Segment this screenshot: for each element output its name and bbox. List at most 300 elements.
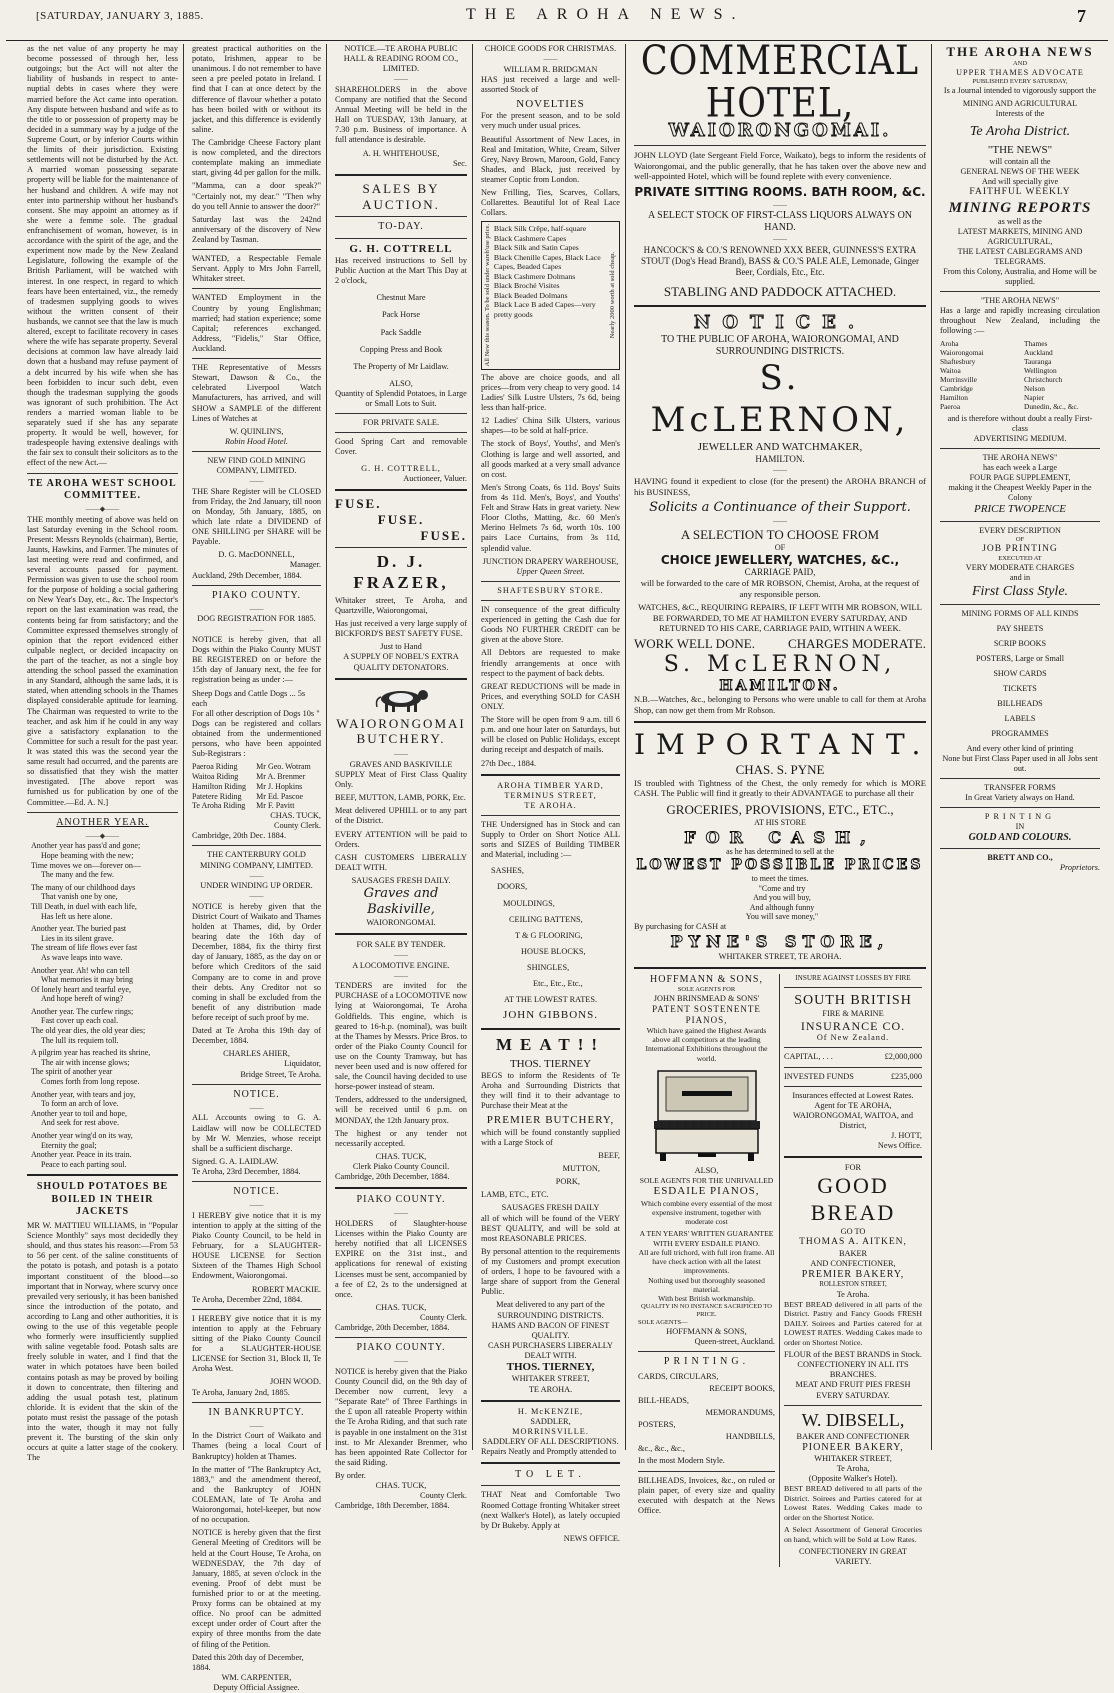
to-let-body: THAT Neat and Comfortable Two Roomed Cottage fronting Whitaker street (next Walker's Hotel), as lately occupied by Dr Bukeby. Apply at	[481, 1490, 620, 1530]
hoffmann-address: Queen-street, Auckland.	[694, 1337, 775, 1347]
poem-line: A pilgrim year has reached its shrine,	[31, 1048, 151, 1058]
bread-trade: BAKER	[838, 1248, 868, 1258]
meat-item: PORK,	[555, 1177, 580, 1187]
piako-rate-title: PIAKO COUNTY.	[356, 1342, 446, 1354]
printing-item: HANDBILLS,	[725, 1432, 775, 1442]
meat-item: LAMB, ETC., ETC.	[481, 1190, 549, 1200]
butchery-cash: CASH CUSTOMERS LIBERALLY DEALT WITH.	[335, 852, 467, 872]
aroha-news-will: will contain all the	[989, 157, 1051, 167]
timber-item: DOORS,	[497, 882, 528, 892]
column-3: NOTICE.—TE AROHA PUBLIC HALL & READING ROOM CO., LIMITED. —— SHAREHOLDERS in the above Company are notified that the Second Annual Meeting will be held in the Hall on TUESDAY, 13th January, at 7.30 p.m. Business of importance. A full attendance is desirable. A. H. WHITEHOUSE, Sec. SALES BY AUCTION. TO-DAY. G. H. COTTRELL Has received instructions to Sell by Public Auction at the Mart This Day at 2 o'clock, Chestnut Mare Pack Horse Pack Saddle Copping Press and Book The Property of Mr Laidlaw. ALSO, Quantity of Splendid Potatoes, in Large or Small Lots to Suit. FOR PRIVATE SALE. Good Spring Cart and removable Cover. G. H. COTTRELL, Auctioneer, Valuer. FUSE. FUSE. FUSE. D. J. FRAZER, Whitaker street, Te Aroha, and Quartzville, Waiorongomai, Has just received a very large supply of BICKFORD'S BEST SAFETY FUSE. Just to Hand A SUPPLY OF NOBEL'S EXTRA QUALITY DETONATORS. WAIORONGOMAI BUTCHERY. —— GRAVES AND BASKIVILLE SUPPLY Meat of First Class Quality Only. BEEF, MUTTON, LAMB, PORK, Etc. Meat delivered UPHILL or to any part of the District. EVERY ATTENTION will be paid to Orders. CASH CUSTOMERS LIBERALLY DEALT WITH. SAUSAGES FRESH DAILY. Graves and Baskiville, WAIORONGOMAI. FOR SALE BY TENDER. —— A LOCOMOTIVE ENGINE. —— TENDERS are invited for the PURCHASE of a LOCOMOTIVE now lying at Waiorongomai, Te Aroha Goldfields. This engine, which is geared to 16-h.p. (nominal), was built at the Thames by Messrs. Price Bros. to order of the Piako County Council for use on the County Tramway, but has never been used and is now offered for sale, the Council having decided to use horse-power instead of steam. Tenders, addressed to the undersigned, will be received until 6 p.m. on MONDAY, the 12th January prox. The highest or any tender not necessarily accepted. CHAS. TUCK, Clerk Piako County Council. Cambridge, 20th December, 1884. PIAKO COUNTY. —— HOLDERS of Slaughter-house Licenses within the Piako County are hereby notified that all LICENSES EXPIRE on the 31st inst., and applications for renewal of existing Licenses must be sent, accompanied by a fee of £2, 2s to the undersigned at once. CHAS. TUCK, County Clerk. Cambridge, 20th December, 1884. PIAKO COUNTY. —— NOTICE is hereby given that the Piako County Council did, on the 9th day of December now current, levy a "Separate Rate" of Three Farthings in the £ upon all rateable Property within the Te Aroha Riding, and that such rate is payable in one instalment on the 31st inst. to Mr Alexander Brenmer, who has been appointed Rate Collector for the said Riding. By order. CHAS. TUCK, County Clerk. Cambridge, 18th December, 1884.	[330, 44, 473, 1450]
mclernon-choice: CHOICE JEWELLERY, WATCHES, &C.,	[660, 552, 900, 567]
capes-box-right-label: Nearly 2000 worth at sold cheap.	[609, 252, 617, 339]
aroha-news-title: THE AROHA NEWS	[946, 44, 1094, 59]
butchery-signature: Graves and Baskiville,	[363, 886, 439, 917]
bread-address: ROLLESTON STREET,	[819, 1281, 887, 1289]
hoffmann-body-4: Nothing used but thoroughly seasoned material.	[648, 1275, 765, 1294]
places-right	[1024, 339, 1100, 411]
dog-role: County Clerk.	[273, 821, 321, 831]
aroha-news-district: Te Aroha District.	[969, 123, 1071, 139]
notice-heading: NOTICE.	[693, 311, 867, 333]
meat-delivery: Meat delivered to any part of the SURROUNDING DISTRICTS.	[496, 1300, 605, 1320]
bridgman-body-5: The above are choice goods, and all prices—from very cheap to very good. 14 Ladies' Silk Lustre Ulsters, 7s 6d, being less than half-price.	[481, 372, 620, 413]
notice-1-signature: Signed. G. A. LAIDLAW.	[192, 1156, 279, 1166]
auction-items	[335, 293, 467, 372]
mclernon-of: OF	[774, 542, 786, 552]
pyne-address: WHITAKER STREET, TE AROHA.	[718, 951, 842, 961]
poem-line: Peace to each parting soul.	[41, 1159, 127, 1169]
frazer-supply: A SUPPLY OF NOBEL'S EXTRA QUALITY DETONATORS.	[343, 652, 459, 672]
capes-item: Black Silk and Satin Capes	[493, 243, 579, 253]
auction-item: Copping Press and Book	[359, 344, 443, 354]
hoffmann-patent: PATENT SOSTENENTE PIANOS,	[652, 1004, 761, 1025]
places-left	[940, 339, 1016, 411]
canterbury-body: NOTICE is hereby given that the District Court of Waikato and Thames holden at Thames, did, by Order bearing date the 16th day of December, 1884, fix the thirty first day of January, 1885, as the day on or before which Creditors of the said Company are to come in and prove their debts. Any Creditor not so coming in shall be excluded from the benefit of any distribution made before receipt of such proof by me.	[192, 901, 321, 1023]
place-name: Nelson	[1024, 384, 1045, 394]
printing-item: RECEIPT BOOKS,	[709, 1383, 775, 1393]
aroha-news-cablegrams: THE LATEST CABLEGRAMS AND	[957, 247, 1083, 257]
timber-rates: AT THE LOWEST RATES.	[503, 995, 598, 1005]
mckenzie-body: SADDLERY OF ALL DESCRIPTIONS.	[482, 1437, 619, 1446]
place-name: Tauranga	[1024, 357, 1052, 367]
bridgman-body-3: Beautiful Assortment of New Laces, in Real and Imitation, White, Cream, Silver Grey, Navy Brown, Maroon, Gold, Fancy Shades, and Black, just received by steamer Coptic from London.	[481, 134, 620, 185]
pyne-verse-line: And although funny	[749, 902, 815, 912]
bankruptcy-body-3: NOTICE is hereby given that the first General Meeting of Creditors will be held at the Court House, Te Aroha, on WEDNESDAY, the 7th day of January, 1885, at seven o'clock in the evening. Proof of debt must be furnished prior to or at the meeting. Proxy forms can be obtained at my office. No proof can be admitted except under order of Court after the expiry of three months from the date of filing of the Petition.	[192, 1528, 321, 1649]
hotel-place: WAIORONGOMAI.	[668, 119, 892, 141]
poem-line: Another year to toil and hope,	[31, 1108, 127, 1118]
canterbury-role: Liquidator,	[284, 1059, 321, 1069]
registrar-cell: Mr Geo. Wotram	[256, 762, 311, 772]
public-hall-title: NOTICE.—TE AROHA PUBLIC HALL & READING ROOM CO., LIMITED.	[343, 44, 459, 74]
auction-item: Pack Horse	[381, 310, 421, 320]
premier-butchery: PREMIER BUTCHERY,	[486, 1114, 615, 1127]
poem-line: And hope bereft of wing?	[41, 994, 124, 1004]
auctioneer-signature: G. H. COTTRELL,	[361, 463, 441, 473]
insurance-agent: Agent for TE AROHA, WAIORONGOMAI, WAITOA, and District,	[793, 1100, 913, 1131]
auction-potatoes: Quantity of Splendid Potatoes, in Large or Small Lots to Suit.	[335, 389, 467, 409]
dog-signature: CHAS. TUCK,	[270, 811, 321, 821]
mclernon-solicit: Solicits a Continuance of their Support.	[649, 500, 911, 516]
school-committee-title: TE AROHA WEST SCHOOL COMMITTEE.	[28, 477, 177, 501]
pyne-determined: as he has determined to sell at the	[726, 847, 834, 857]
canterbury-sub: UNDER WINDING UP ORDER.	[200, 881, 313, 891]
public-hall-body: SHAREHOLDERS in the above Company are notified that the Second Annual Meeting will be held in the Hall on TUESDAY, 13th January, at 7.30 p.m. Business of importance. A full attendance is desirable.	[335, 84, 467, 145]
place-name: Shaftesbury	[940, 357, 976, 367]
aroha-news-printing: PRINTING	[984, 812, 1056, 822]
tender-body-2: Tenders, addressed to the undersigned, will be received until 6 p.m. on MONDAY, the 12th January prox.	[335, 1095, 467, 1125]
poem-line: The many and the few.	[41, 870, 115, 880]
poem-line: And seek for rest above.	[41, 1118, 119, 1128]
aroha-news-markets: LATEST MARKETS, MINING AND	[957, 227, 1083, 237]
aroha-news-as-well: as well as the	[998, 217, 1042, 227]
bankruptcy-body: In the District Court of Waikato and Thames (being a local Court of Bankruptcy) holden at Thames.	[192, 1431, 321, 1461]
bread-address-2: Te Aroha.	[836, 1289, 870, 1299]
aroha-news-gold: GOLD AND COLOURS.	[968, 832, 1072, 844]
aroha-news-first-class: and is therefore without doubt a really First-class	[947, 414, 1093, 434]
hotel-rooms: PRIVATE SITTING ROOMS. BATH ROOM, &C.	[634, 184, 926, 199]
tender-sub: A LOCOMOTIVE ENGINE.	[352, 960, 450, 970]
column-6	[935, 44, 1105, 1450]
registrar-cell: Hamilton Riding	[192, 781, 246, 791]
private-sale-title: FOR PRIVATE SALE.	[362, 418, 440, 428]
choice-goods-title: CHOICE GOODS FOR CHRISTMAS.	[484, 44, 617, 53]
notice-to-public: TO THE PUBLIC OF AROHA, WAIORONGOMAI, AND SURROUNDING DISTRICTS.	[661, 333, 899, 357]
poem-line: The stream of life flows ever fast	[31, 943, 138, 953]
timber-item: MOULDINGS,	[503, 898, 555, 908]
notice-3-signature: JOHN WOOD.	[269, 1377, 321, 1387]
new-find-date: Auckland, 29th December, 1884.	[192, 570, 302, 580]
mclernon-signature-place: HAMILTON.	[719, 678, 841, 695]
aroha-news-supplement: FOUR PAGE SUPPLEMENT,	[969, 473, 1071, 483]
new-find-signature: D. G. MacDONNELL,	[218, 550, 295, 560]
piako-licenses-date: Cambridge, 20th December, 1884.	[335, 1323, 450, 1333]
registrar-cell: Te Aroha Riding	[192, 801, 246, 811]
registrar-row	[192, 782, 321, 792]
hoffmann-brinsmead: JOHN BRINSMEAD & SONS'	[653, 993, 760, 1003]
hoffmann-body-2: Which combine every essential of the most expensive instrument, together with moderate cost	[640, 1198, 773, 1227]
new-find-role: Manager.	[289, 560, 321, 570]
hoffmann-esdaile: ESDAILE PIANOS,	[653, 1185, 760, 1198]
pyne-cash: FOR CASH,	[684, 827, 876, 847]
aroha-news-title-2: "THE AROHA NEWS"	[980, 296, 1060, 306]
bridgman-body-7: The stock of Boys', Youths', and Men's Clothing is large and well assorted, and all goods marked at a very small advance on cost.	[481, 439, 620, 479]
bankruptcy-date: Dated this 20th day of December, 1884.	[192, 1652, 304, 1672]
hoffmann-guarantee: A TEN YEARS' WRITTEN GUARANTEE WITH EVERY ESDAILE PIANO.	[639, 1229, 774, 1248]
novelties-heading: NOVELTIES	[516, 97, 585, 110]
butchery-sausages: SAUSAGES FRESH DAILY.	[351, 875, 451, 885]
registrar-row	[192, 772, 321, 782]
printing-service: LABELS	[1004, 714, 1036, 724]
sales-by-auction-title: SALES BY AUCTION.	[362, 180, 440, 212]
butchery-body: SUPPLY Meat of First Class Quality Only.	[335, 769, 467, 790]
canterbury-address: Bridge Street, Te Aroha.	[240, 1069, 321, 1079]
pyne-verse	[634, 884, 926, 922]
printing-item: MEMORANDUMS,	[705, 1407, 775, 1417]
bread-body: BEST BREAD delivered in all parts of the District. Pastry and Fancy Goods FRESH DAILY. Soirees and Parties catered for at LOWEST RATES. Wedding Cakes made to order on Shortest Notice.	[784, 1299, 922, 1347]
poem-line: To form an arch of love.	[41, 1099, 119, 1109]
registrar-cell: Mr J. Hopkins	[256, 781, 303, 791]
printing-service: BILLHEADS	[997, 699, 1043, 709]
ad-watches-signature: W. QUINLIN'S,	[229, 426, 284, 436]
notice-2-signature: ROBERT MACKIE.	[252, 1284, 321, 1294]
shaftesbury-body-2: All Debtors are requested to make friendly arrangements at once with respect to the payment of back debts.	[481, 648, 620, 678]
printing-style: In the most Modern Style.	[638, 1456, 725, 1466]
timber-item: SHINGLES,	[527, 963, 570, 973]
aroha-news-of: OF	[1015, 535, 1025, 543]
meat-place: TE AROHA.	[528, 1384, 573, 1394]
bridgman-body-4: New Frilling, Ties, Scarves, Collars, Collarettes. Beautiful lot of Real Lace Collars.	[481, 188, 620, 218]
piako-rate-role: County Clerk.	[419, 1491, 467, 1501]
meat-item: MUTTON,	[562, 1164, 600, 1174]
bread-baker-name: THOMAS A. AITKEN,	[799, 1237, 907, 1248]
aroha-news-circulation: Has a large and rapidly increasing circulation throughout New Zealand, including the following :—	[940, 306, 1100, 336]
aroha-news-advertising: ADVERTISING MEDIUM.	[973, 434, 1067, 444]
capes-item: Black Lace B aded Capes—very pretty goods	[493, 300, 596, 319]
school-committee-body: THE monthly meeting of above was held on last Saturday evening in the School room. Present: Messrs Reynolds (chairman), Bertie, Jaunts, Hawkins, and Farmer. The minutes of last meeting were read and confirmed, and several accounts passed for payment. Permission was given to use the school room for the purpose of holding a social gathering on New Year's Day, etc., &c. The Inspector's report on the last examination was read, the contents being far from satisfactory; and the Committee expressed themselves strongly of opinion that the report evidenced either culpable neglect, or decided incapacity on the part of the teacher, as not a single boy attending the school passed the examination in any Standard, although the same lads, it is stated, when attending schools in the Thames displayed considerable aptitude for learning. The Chairman was requested to write to the teacher, and ask him if he could in any way give a satisfactory explanation to the Committee for such a result for the past year. It was stated this was the second year the same result had occurred, and the parents are so dissatisfied that they wish the matter investigated. [The above report was furnished us for publication by one of the Committee.—Ed. A. N.]	[27, 514, 178, 807]
hoffmann-body-3: All are full trichord, with full iron frame. All have check action with all the latest improvements.	[638, 1247, 775, 1276]
aroha-news-from: From this Colony, Australia, and Home will be supplied.	[943, 267, 1097, 287]
aroha-news-style: First Class Style.	[971, 584, 1069, 600]
printing-service: TICKETS	[1003, 684, 1037, 694]
timber-item: SASHES,	[491, 866, 524, 876]
printing-services-list	[940, 624, 1100, 739]
mclernon-work: WORK WELL DONE.	[634, 635, 755, 651]
aroha-news-faithful: FAITHFUL WEEKLY	[969, 187, 1071, 198]
tender-date: Cambridge, 20th December, 1884.	[335, 1172, 450, 1182]
insurance-signature: J. HOTT,	[891, 1131, 922, 1141]
notice-1-body: ALL Accounts owing to G. A. Laidlaw will now be COLLECTED by Mr W. Menzies, whose receipt shall be a sufficient discharge.	[192, 1113, 321, 1153]
capes-item: Black Silk Crêpe, half-square	[493, 224, 587, 234]
meat-body-2: which will be found constantly supplied with a Large Stock of	[481, 1127, 620, 1147]
shaftesbury-body: IN consequence of the great difficulty experienced in getting the Cash due for Goods NO FURTHER CREDIT can be given at the above Store.	[481, 604, 620, 645]
registrar-cell: Paeroa Riding	[192, 762, 238, 772]
ad-watches-location: Robin Hood Hotel.	[225, 436, 288, 446]
canterbury-signature: CHARLES AHIER,	[223, 1049, 290, 1059]
aroha-news-price: PRICE TWOPENCE	[974, 503, 1066, 516]
pyne-body: IS troubled with Tightness of the Chest, the only remedy for which is MORE CASH. The Public will find it greatly to their ADVANTAGE to purchase all their	[634, 778, 926, 799]
pyne-groceries: GROCERIES, PROVISIONS, ETC., ETC.,	[666, 801, 894, 817]
aroha-news-interests: Interests of the	[995, 108, 1045, 118]
pyne-verse-line: And you will buy,	[753, 893, 811, 903]
butchery-list: BEEF, MUTTON, LAMB, PORK, Etc.	[335, 793, 466, 803]
poem-line: Of lonely heart and tearful eye,	[31, 984, 131, 994]
insurance-co: INSURANCE CO.	[800, 1018, 906, 1033]
meat-list	[481, 1151, 620, 1200]
registrar-row	[192, 792, 321, 802]
insurance-name: SOUTH BRITISH	[794, 992, 912, 1008]
hoffmann-agents: SOLE AGENTS FOR	[677, 985, 736, 993]
article-womens-property-act: as the net value of any property he may become possessed of through her, less outgoings; but the Act will not alter the liability of husbands in respect to ante-nuptial debts in cases where they were married before the Act came into operation. Any dispute between husband and wife as to the title to or possession of property may be decided in a summary way by a judge of the Supreme Court, or by inferior Courts within the limits of their jurisdiction. Existing settlements will not be disturbed by the Act. A married woman possessing separate property will be liable for the maintenance of her husband and children. A wife may not enter into partnership without her husband's consent. She may appoint an attorney as if she were a femme sole. The gradual enfranchisement of woman, however, is in accordance with the spirit of the age, and the experiment now made by the New Zealand Legislature, following the example of the British Parliament, will be watched with interest. In one respect, in regard to which fears have been entertained, viz., the remedy of tradesmen supplying goods to wives without the written consent of their husbands, we cannot see that the law is much altered, except to facilitate recovery in cases where the wife has separate property. Several decisions at common law have already laid down that a husband may refuse payment of a debt incurred by his wife when she has been forbidden to incur such debt, even though the tradesman supplying the goods was ignorant of such prohibition. The Act renders a married woman liable to be separately sued if she has any separate property. It would be well, however, for tradespeople having extensive dealings with the fair sex to consult their solicitors as to the effect of the new Act.—	[27, 44, 178, 468]
poem-line: Has left us here alone.	[41, 911, 113, 921]
bread-for: FOR	[844, 1163, 862, 1173]
hoffmann-sole-agents: SOLE AGENTS—	[638, 1319, 688, 1327]
bread-title: GOOD BREAD	[810, 1173, 896, 1226]
poem-line: Till Death, in duel with each life,	[31, 901, 137, 911]
hoffmann-body-5: With best British workmanship.	[658, 1294, 755, 1304]
timber-item: T & G FLOORING,	[515, 930, 583, 940]
mckenzie-name: H. McKENZIE,	[517, 1406, 584, 1416]
registrar-cell: Patetere Riding	[192, 791, 242, 801]
notice-2-body: I HEREBY give notice that it is my intention to apply at the sitting of the Piako County Council, to be held in February, for a SLAUGHTER-HOUSE LICENSE for Section Sixteen of the Thames High School Endowment, Waiorongomai.	[192, 1210, 321, 1281]
registrar-row	[192, 801, 321, 811]
meat-cash: CASH PURCHASERS LIBERALLY DEALT WITH.	[487, 1340, 614, 1360]
printing-item: &c., &c., &c.,	[638, 1444, 686, 1454]
bankruptcy-signature: WM. CARPENTER,	[221, 1672, 292, 1682]
aroha-news-body: Is a Journal intended to vigorously support the	[943, 85, 1097, 95]
lower-right	[780, 974, 926, 1568]
lower-left	[634, 974, 780, 1568]
frazer-address: Whitaker street, Te Aroha, and Quartzville, Waiorongomai,	[335, 595, 467, 615]
bridgman-name: WILLIAM R. BRIDGMAN	[503, 64, 598, 74]
pyne-store: AT HIS STORE	[754, 817, 806, 827]
piako-rate-signature: CHAS. TUCK,	[375, 1481, 427, 1491]
bread-flour: FLOUR of the BEST BRANDS in Stock.	[784, 1350, 922, 1360]
aroha-news-executed: EXECUTED AT	[998, 555, 1042, 563]
capes-item: Black Broché Visites	[493, 281, 560, 291]
hoffmann-sole: SOLE AGENTS FOR THE UNRIVALLED	[639, 1176, 774, 1186]
ad-employment-wanted: WANTED Employment in the Country by young Englishman; married; had station experience; some Capital; references exchanged. Address, "Fidelis," Star Office, Auckland.	[192, 293, 321, 353]
aroha-news-agricultural: AGRICULTURAL,	[987, 237, 1053, 247]
timber-address: TERMINUS STREET,	[504, 790, 597, 800]
potatoes-title: SHOULD POTATOES BE BOILED IN THEIR JACKETS	[36, 1181, 169, 1217]
mclernon-signature: S. McLERNON,	[663, 651, 897, 677]
timber-item: CEILING BATTENS,	[509, 914, 583, 924]
registrar-cell: Mr A. Brenmer	[256, 772, 306, 782]
piako-licenses-body: HOLDERS of Slaughter-house Licenses within the Piako County are hereby notified that all LICENSES EXPIRE on the 31st inst., and applications for renewal of existing Licenses must be sent, accompanied by a fee of £2, 2s to the undersigned at once.	[335, 1218, 467, 1299]
timber-title: AROHA TIMBER YARD,	[497, 780, 604, 790]
ad-female-servant: WANTED, a Respectable Female Servant. Apply to Mrs John Farrell, Whitaker street.	[192, 254, 321, 284]
bankruptcy-body-2: In the matter of "The Bankruptcy Act, 1883," and the amendment thereof, and the Bankruptcy of JOHN COLEMAN, late of Te Aroha and Waiorongomai, hotel-keeper, but now of no occupation.	[192, 1464, 321, 1525]
aroha-news-general: GENERAL NEWS OF THE WEEK	[960, 167, 1080, 177]
bread-premier: PREMIER BAKERY,	[801, 1269, 905, 1281]
butchery-title: WAIORONGOMAI BUTCHERY.	[336, 715, 466, 747]
bankruptcy-role: Deputy Official Assignee.	[213, 1682, 300, 1692]
place-name: Waitoa	[940, 366, 961, 376]
dog-fee-1: Sheep Dogs and Cattle Dogs ... 5s each	[192, 688, 306, 708]
dibsell-body-2: A Select Assortment of General Groceries on hand, which will be Sold at Low Rates.	[784, 1525, 922, 1544]
poem-line: Hope beaming with the new;	[41, 850, 134, 860]
aroha-news-advocate: UPPER THAMES ADVOCATE	[956, 67, 1084, 77]
capes-item: Black Beaded Dolmans	[493, 290, 568, 300]
place-name: Paeroa	[940, 402, 961, 412]
dibsell-pioneer: PIONEER BAKERY,	[802, 1441, 904, 1453]
bread-go: GO TO	[840, 1227, 866, 1237]
timber-items	[481, 866, 620, 989]
place-name: Auckland	[1024, 348, 1053, 358]
capes-item: Black Cashmere Capes	[493, 233, 567, 243]
aroha-news-and-in: and in	[1009, 573, 1031, 583]
printing-items	[638, 1372, 775, 1455]
hoffmann-body-6: QUALITY IN NO INSTANCE SACRIFICED TO PRICE.	[641, 1303, 772, 1319]
pyne-meet: to meet the times.	[751, 873, 809, 883]
poem-line: The spirit of another year	[31, 1067, 113, 1077]
to-let-title: TO LET.	[515, 1469, 586, 1481]
dog-fee-2: For all other description of Dogs 10s "	[192, 708, 320, 718]
bridgman-body: HAS just received a large and well-assorted Stock of	[481, 74, 620, 94]
poem-line: Another year. Ah! who can tell	[31, 965, 130, 975]
bread-trade-2: AND CONFECTIONER,	[810, 1258, 896, 1268]
meat-hams: HAMS AND BACON OF FINEST QUALITY.	[491, 1320, 610, 1340]
tender-body-3: The highest or any tender not necessarily accepted.	[335, 1128, 467, 1148]
poem-line: What memories it may bring	[41, 975, 133, 985]
poem-line: Another year. The curfew rings;	[31, 1006, 134, 1016]
capes-item: Black Chenille Capes, Black Lace Capes, Beaded Capes	[493, 252, 601, 272]
bull-illustration	[371, 685, 431, 713]
fuse-heading-1: FUSE.	[335, 495, 382, 511]
poem-line: Fast cover up each coal.	[41, 1016, 119, 1026]
mclernon-forwarded: will be forwarded to the care of MR ROBSON, Chemist, Aroha, at the request of any responsible person.	[640, 578, 920, 599]
dog-date: Cambridge, 20th Dec. 1884.	[192, 831, 287, 841]
piako-rate-order: By order.	[335, 1470, 366, 1480]
place-name: Cambridge	[940, 384, 973, 394]
tasman-anniversary: Saturday last was the 242nd anniversary of the discovery of New Zealand by Tasman.	[192, 214, 321, 244]
poem-title: ANOTHER YEAR.	[56, 816, 149, 828]
piano-illustration	[652, 1067, 762, 1162]
timber-signature: JOHN GIBBONS.	[503, 1009, 598, 1022]
aroha-news-transfer: TRANSFER FORMS	[984, 783, 1056, 793]
mclernon-body: HAVING found it expedient to close (for the present) the AROHA BRANCH of his BUSINESS,	[634, 475, 926, 497]
mclernon-name: S. McLERNON,	[650, 358, 910, 440]
mckenzie-place: MORRINSVILLE.	[512, 1426, 589, 1436]
capes-item: Black Cashmere Dolmans	[493, 271, 576, 281]
frazer-body: Has just received a very large supply of BICKFORD'S BEST SAFETY FUSE.	[335, 619, 467, 639]
meat-body-4: By personal attention to the requirements of my Customers and prompt execution of orders, I hope to be favoured with a large share of support from the General Public.	[481, 1246, 620, 1297]
poem-line: The old year dies, the old year dies;	[31, 1026, 146, 1036]
meat-address: WHITAKER STREET,	[511, 1374, 590, 1384]
poem-line: The air with incense glows;	[41, 1057, 130, 1067]
aroha-news-moderate: VERY MODERATE CHARGES	[965, 563, 1075, 573]
poem-line: That vanish one by one,	[41, 892, 118, 902]
butchery-delivery: Meat delivered UPHILL or to any part of the District.	[335, 806, 467, 826]
frazer-just-to-hand: Just to Hand	[380, 642, 422, 652]
aroha-news-mining: MINING AND AGRICULTURAL	[962, 98, 1078, 108]
pyne-lowest: LOWEST POSSIBLE PRICES	[636, 856, 924, 873]
dibsell-address-3: (Opposite Walker's Hotel).	[808, 1474, 898, 1484]
dibsell-trade: BAKER AND CONFECTIONER	[796, 1431, 910, 1441]
mckenzie-repairs: Repairs Neatly and Promptly attended to	[481, 1447, 617, 1457]
dibsell-address-2: Te Aroha,	[836, 1464, 870, 1474]
shaftesbury-body-4: The Store will be open from 9 a.m. till 6 p.m. and one hour later on Saturdays, but will be closed on Public Holidays, except during receipt and despatch of mails.	[481, 715, 620, 755]
aroha-news-and: AND	[1012, 59, 1028, 67]
meat-title: MEAT!!	[495, 1034, 606, 1054]
auction-item: The Property of Mr Laidlaw.	[353, 361, 449, 371]
insurance-funds: £235,000	[890, 1071, 922, 1081]
notice-1-date: Te Aroha, 23rd December, 1884.	[192, 1166, 301, 1176]
aroha-news-proprietors: Proprietors.	[1060, 863, 1100, 873]
potatoes-body: MR W. MATTIEU WILLIAMS, in "Popular Science Monthly" says most decidedly they should, and thus states his reason:—From 53 to 56 per cent. of the saline constituents of the potato is potash, and potash is a potato important constituent of the blood—so important that in Norway, where scurvy once prevailed very seriously, it has been banished since the introduction of the potato, and according to Lang and other authorities, it is owing to the use of this vegetable people who formerly were insufficiently supplied with saline vegetable food. Potash salts are freely soluble in water, and I find that the water in which potatoes have been boiled contains potash as may be proved by boiling it down to concentrate, then filtering and adding the usual potash test, platinum chloride. It is evident that the skin of the potato must resist the passage of the potash into the water, though it may not fully prevent it. The bursting of the skin only occurs at quite a latter stage of the cookery. The	[27, 1220, 178, 1463]
bankruptcy-title: IN BANKRUPTCY.	[208, 1406, 305, 1418]
poem-line: The many of our childhood days	[31, 882, 136, 892]
dog-registration-title: DOG REGISTRATION FOR 1885.	[197, 614, 316, 624]
place-name: Thames	[1024, 339, 1048, 349]
registrar-cell: Mr Ed. Pascoe	[256, 791, 304, 801]
hoffmann-body: Which have gained the Highest Awards above all competitors at the leading International Exhibitions throughout the world.	[645, 1025, 768, 1063]
printing-item: CARDS, CIRCULARS,	[638, 1371, 719, 1381]
meat-body: BEGS to inform the Residents of Te Aroha and Surrounding Districts that they will find it to their advantage to Purchase their Meat at the	[481, 1070, 620, 1111]
piako-licenses-signature: CHAS. TUCK,	[375, 1302, 427, 1312]
aroha-news-every: EVERY DESCRIPTION	[979, 525, 1061, 535]
mclernon-watches: WATCHES, &C., REQUIRING REPAIRS, IF LEFT WITH MR ROBSON, WILL BE FORWARDED, TO ME AT HAMILTON EVERY SATURDAY, AND RETURNED TO HIS CARE, CARRIAGE PAID, WITHIN A WEEK.	[638, 602, 922, 634]
meat-body-3: all of which will be found of the VERY BEST QUALITY, and will be sold at most REASONABLE PRICES.	[481, 1213, 620, 1243]
today-heading: TO-DAY.	[378, 221, 424, 233]
new-find-body: THE Share Register will be CLOSED from Friday, the 2nd January, till noon on Monday, 5th January, 1885, on which late rdate a DIVIDEND of ONE SHILLING per SHARE will be Payable.	[192, 486, 321, 547]
canterbury-title: THE CANTERBURY GOLD MINING COMPANY, LIMITED.	[200, 850, 313, 870]
shaftesbury-title: SHAFTESBURY STORE.	[497, 585, 604, 595]
aroha-news-variety: In Great Variety always on Hand.	[965, 793, 1075, 803]
tender-body: TENDERS are invited for the PURCHASE of a LOCOMOTIVE now lying at Waiorongomai, Te Aroha Goldfields. This engine, which is geared to 16-h.p. (nominal), was built at the Thames by Messrs. Price Bros. to order of the Piako County Council for use on the County Tramway, but has never been used and is now offered for sale, the Council having decided to use horse-power instead of steam.	[335, 981, 467, 1092]
notice-3-body: I HEREBY give notice that it is my intention to apply at the February sitting of the Piako County Council for a SLAUGHTER-HOUSE LICENSE for Section 31, Block II, Te Aroha West.	[192, 1313, 321, 1374]
butchery-names: GRAVES AND BASKIVILLE	[349, 759, 453, 769]
important-title: IMPORTANT.	[634, 727, 932, 761]
aroha-news-the-news: "THE NEWS"	[987, 143, 1053, 156]
cheese-factory-note: The Cambridge Cheese Factory plant is now completed, and the directors contemplate making an immediate start, giving 4d per gallon for the milk.	[192, 137, 321, 178]
mckenzie-trade: SADDLER,	[530, 1416, 571, 1426]
aroha-news-cheapest: making it the Cheapest Weekly Paper in the Colony	[948, 483, 1092, 503]
insurance-capital-label: CAPITAL, . . .	[784, 1052, 833, 1062]
places-list	[940, 339, 1100, 411]
place-name: Hamilton	[940, 393, 968, 403]
dibsell-name: W. DIBSELL,	[801, 1409, 905, 1430]
column-5: COMMERCIAL HOTEL, WAIORONGOMAI. JOHN LLOYD (late Sergeant Field Force, Waikato), begs to inform the residents of Waiorongomai, and the public generally, that he has taken over the above new and well-appointed Hotel, which will be found replete with every convenience. PRIVATE SITTING ROOMS. BATH ROOM, &C. —— A SELECT STOCK OF FIRST-CLASS LIQUORS ALWAYS ON HAND. —— HANCOCK'S & CO.'S RENOWNED XXX BEER, GUINNESS'S EXTRA STOUT (Dog's Head Brand), BASS & CO.'S PALE ALE, Lemonade, Ginger Beer, Cordials, Etc., Etc. STABLING AND PADDOCK ATTACHED. NOTICE. TO THE PUBLIC OF AROHA, WAIORONGOMAI, AND SURROUNDING DISTRICTS. S. McLERNON, JEWELLER AND WATCHMAKER, HAMILTON. —— HAVING found it expedient to close (for the present) the AROHA BRANCH of his BUSINESS, Solicits a Continuance of their Support. —— A SELECTION TO CHOOSE FROM OF CHOICE JEWELLERY, WATCHES, &C., CARRIAGE PAID, will be forwarded to the care of MR ROBSON, Chemist, Aroha, at the request of any responsible person. WATCHES, &C., REQUIRING REPAIRS, IF LEFT WITH MR ROBSON, WILL BE FORWARDED, TO ME AT HAMILTON EVERY SATURDAY, AND RETURNED TO HIS CARE, CARRIAGE PAID, WITHIN A WEEK. WORK WELL DONE. CHARGES MODERATE. S. McLERNON, HAMILTON. N.B.—Watches, &c., belonging to Persons who were unable to call for them at Aroha Shop, can now get them from Mr Robson. IMPORTANT. CHAS. S. PYNE IS troubled with Tightness of the Chest, the only remedy for which is MORE CASH. The Public will find it greatly to their ADVANTAGE to purchase all their GROCERIES, PROVISIONS, ETC., ETC., AT HIS STORE FOR CASH, as he has determined to sell at the LOWEST POSSIBLE PRICES to meet the times. "Come and try And you will buy, And although funny You will save money," By purchasing for CASH at PYNE'S STORE, WHITAKER STREET, TE AROHA. HOFFMANN & SONS, SOLE AGENTS FOR JOHN BRINSMEAD & SONS' PATENT SOSTENENTE PIANOS, Which have gained the Highest Awards above all competitors at the leading International Exhibitions throughout the world. ALSO, SOLE AGENTS FOR THE UNRIVALLED ESDAILE PIANOS, Which combine every essential of the most expensive instrument, together with moderate cost A TEN YEARS' WRITTEN GUARANTEE WITH EVERY ESDAILE PIANO. All are full trichord, with full iron frame. All have check action with all the latest improvements. Nothing used but thoroughly seasoned material. With best British workmanship. QUALITY IN NO INSTANCE SACRIFICED TO PRICE. SOLE AGENTS— HOFFMANN & SONS, Queen-street, Auckland. PRINTING. CARDS, CIRCULARS, RECEIPT BOOKS, BILL-HEADS, MEMORANDUMS, POSTERS, HANDBILLS, &c., &c., &c., In the most Modern Style. BILLHEADS, Invoices, &c., on ruled or plain paper, of every size and quality executed with despatch at the News Office. INSURE AGAINST LOSSES BY FIRE SOUTH BRITISH FIRE & MARINE INSURANCE CO. Of New Zealand. CAPITAL, . . . £2,000,000 INVESTED FUNDS £235,000 Insurances effected at Lowest Rates. Agent for TE AROHA, WAIORONGOMAI, WAITOA, and District, J. HOTT, News Office. FOR GOOD BREAD GO TO THOMAS A. AITKEN, BAKER AND CONFECTIONER, PREMIER BAKERY, ROLLESTON STREET, Te Aroha. BEST BREAD delivered in all parts of the District. Pastry and Fancy Goods FRESH DAILY. Soirees and Parties catered for at LOWEST RATES. Wedding Cakes made to order on Shortest Notice. FLOUR of the BEST BRANDS in Stock. CONFECTIONERY IN ALL ITS BRANCHES. MEAT AND FRUIT PIES FRESH EVERY SATURDAY. W. DIBSELL, BAKER AND CONFECTIONER PIONEER BAKERY, WHITAKER STREET, Te Aroha, (Opposite Walker's Hotel). BEST BREAD delivered to all parts of the District. Soirees and Parties catered for at Lowest Rates. Wedding Cakes made to order on the Shortest Notice. A Select Assortment of General Groceries on hand, which will be Sold at Low Rates. CONFECTIONERY IN GREAT VARIETY.	[629, 44, 932, 1450]
shaftesbury-date: 27th Dec., 1884.	[481, 758, 537, 768]
hoffmann-also: ALSO,	[694, 1165, 719, 1175]
poem-line: Another year wing'd on its way,	[31, 1131, 133, 1141]
commercial-hotel-title: COMMERCIAL HOTEL,	[640, 38, 920, 127]
timber-address-2: TE AROHA.	[524, 800, 577, 810]
pyne-store-name: PYNE'S STORE,	[670, 932, 890, 952]
timber-item: Etc., Etc., Etc.,	[533, 979, 583, 989]
tender-role: Clerk Piako County Council.	[352, 1162, 450, 1172]
